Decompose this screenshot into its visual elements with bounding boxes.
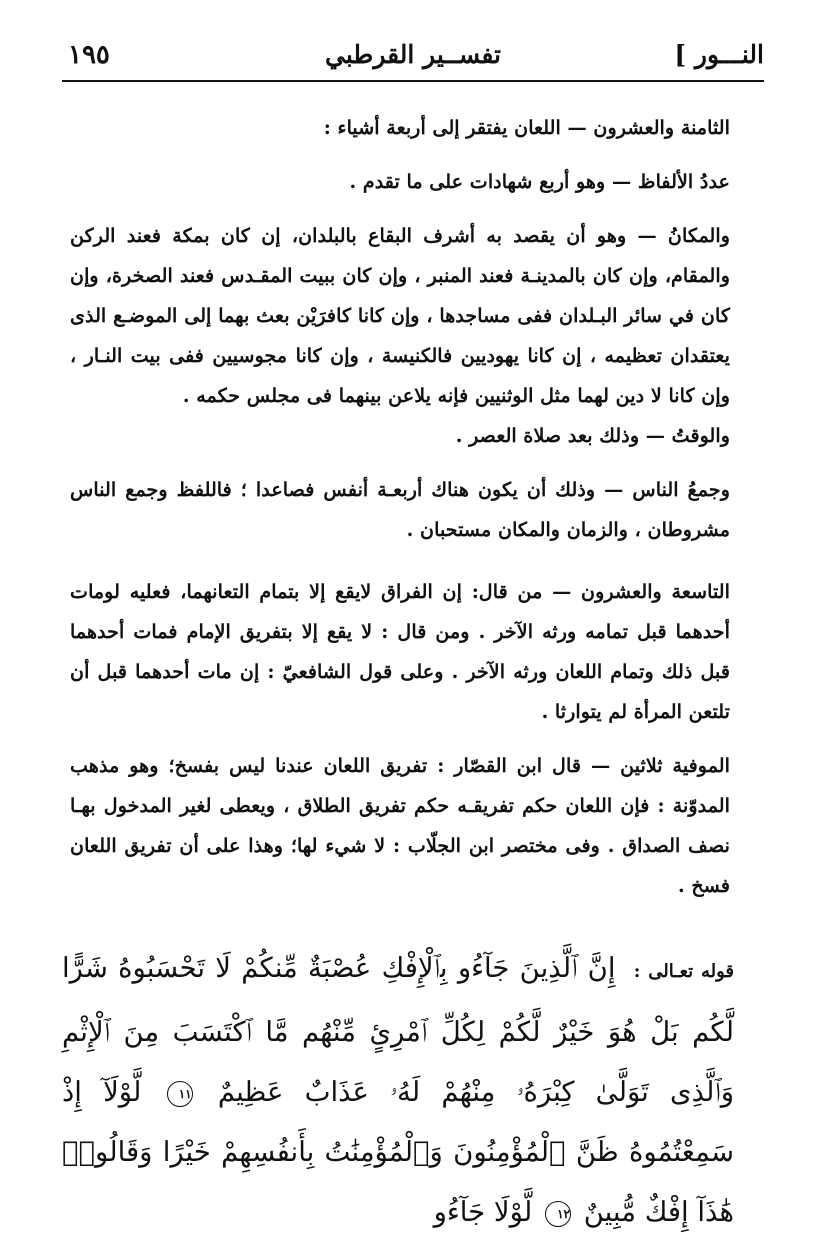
- section-name: النـــور ]: [674, 40, 764, 69]
- issue-28-number-of-words: عددُ الألفاظ — وهو أربع شهادات على ما تقدم .: [349, 170, 730, 193]
- issue-28-heading: الثامنة والعشرون — اللعان يفتقر إلى أربعة أشياء :: [323, 116, 730, 139]
- quran-verses: [62, 938, 734, 1242]
- issue-29: التاسعة والعشرون — من قال: إن الفراق لايقع إلا بتمام التعانهما، فعليه لومات أحدهما قبل تمامه ورثه الآخر . ومن قال : لا يقع إلا بتفريق الإمام فمات أحدهما قبل ذلك وتمام اللعان ورثه الآخر . وعلى قول الشافعيّ : إن مات أحدهما قبل أن تلتعن المرأة لم يتوارثا .: [70, 580, 730, 723]
- verse-13-start: لَّوْلَا جَآءُو: [433, 1196, 533, 1228]
- issue-28-time: والوقتُ — وذلك بعد صلاة العصر .: [455, 424, 730, 447]
- issue-28-place: والمكانُ — وهو أن يقصد به أشرف البقاع بالبلدان، إن كان بمكة فعند الركن والمقام، وإن كان بالمدينـة فعند المنبر ، وإن كان ببيت المقـدس فعند الصخرة، وإن كان في سائر البـلدان ففى مساجدها ، وإن كانا كافرَيْن بعث بهما إلى الموضـع الذى يعتقدان تعظيمه ، إن كانا يهوديين فالكنيسة ، وإن كانا مجوسيين ففى بيت النـار ، وإن كانا لا دين لهما مثل الوثنيين فإنه يلاعن بينهما فى مجلس حكمه .: [70, 224, 730, 407]
- issue-30: الموفية ثلاثين — قال ابن القصّار : تفريق اللعان عندنا ليس بفسخ؛ وهو مذهب المدوّنة : فإن اللعان حكم تفريقـه حكم تفريق الطلاق ، ويعطى لغير المدخول بهـا نصف الصداق . وفى مختصر ابن الجلّاب : لا شيء لها؛ وهذا على أن تفريق اللعان فسخ .: [70, 754, 730, 897]
- issue-28-gathering: وجمعُ الناس — وذلك أن يكون هناك أربعـة أنفس فصاعدا ؛ فاللفظ وجمع الناس مشروطان ، والزمان والمكان مستحبان .: [70, 478, 730, 541]
- verse-number-12-marker: ١٢: [545, 1201, 571, 1227]
- book-title: تفســير القرطبي: [325, 40, 501, 69]
- header-divider: [62, 80, 764, 82]
- verse-12-text: لَّوْلَآ إِذْ سَمِعْتُمُوهُ ظَنَّ ٱلْمُؤْمِنُونَ وَٱلْمُؤْمِنَٰتُ بِأَنفُسِهِمْ خَيْرًا وَقَالُوا۟ هَٰذَآ إِفْكٌ مُّبِينٌ: [62, 1076, 734, 1228]
- page-header: [62, 38, 764, 82]
- page-number: ١٩٥: [68, 40, 110, 70]
- commentary-body: [70, 108, 730, 906]
- verse-number-11-marker: ١١: [167, 1081, 193, 1107]
- verse-11-text: إِنَّ ٱلَّذِينَ جَآءُو بِٱلْإِفْكِ عُصْبَةٌ مِّنكُمْ لَا تَحْسَبُوهُ شَرًّا لَّكُم بَلْ هُوَ خَيْرٌ لَّكُمْ لِكُلِّ ٱمْرِئٍ مِّنْهُم مَّا ٱكْتَسَبَ مِنَ ٱلْإِثْمِ وَٱلَّذِى تَوَلَّىٰ كِبْرَهُۥ مِنْهُمْ لَهُۥ عَذَابٌ عَظِيمٌ: [62, 952, 734, 1108]
- verse-intro: قوله تعـالى :: [633, 961, 735, 982]
